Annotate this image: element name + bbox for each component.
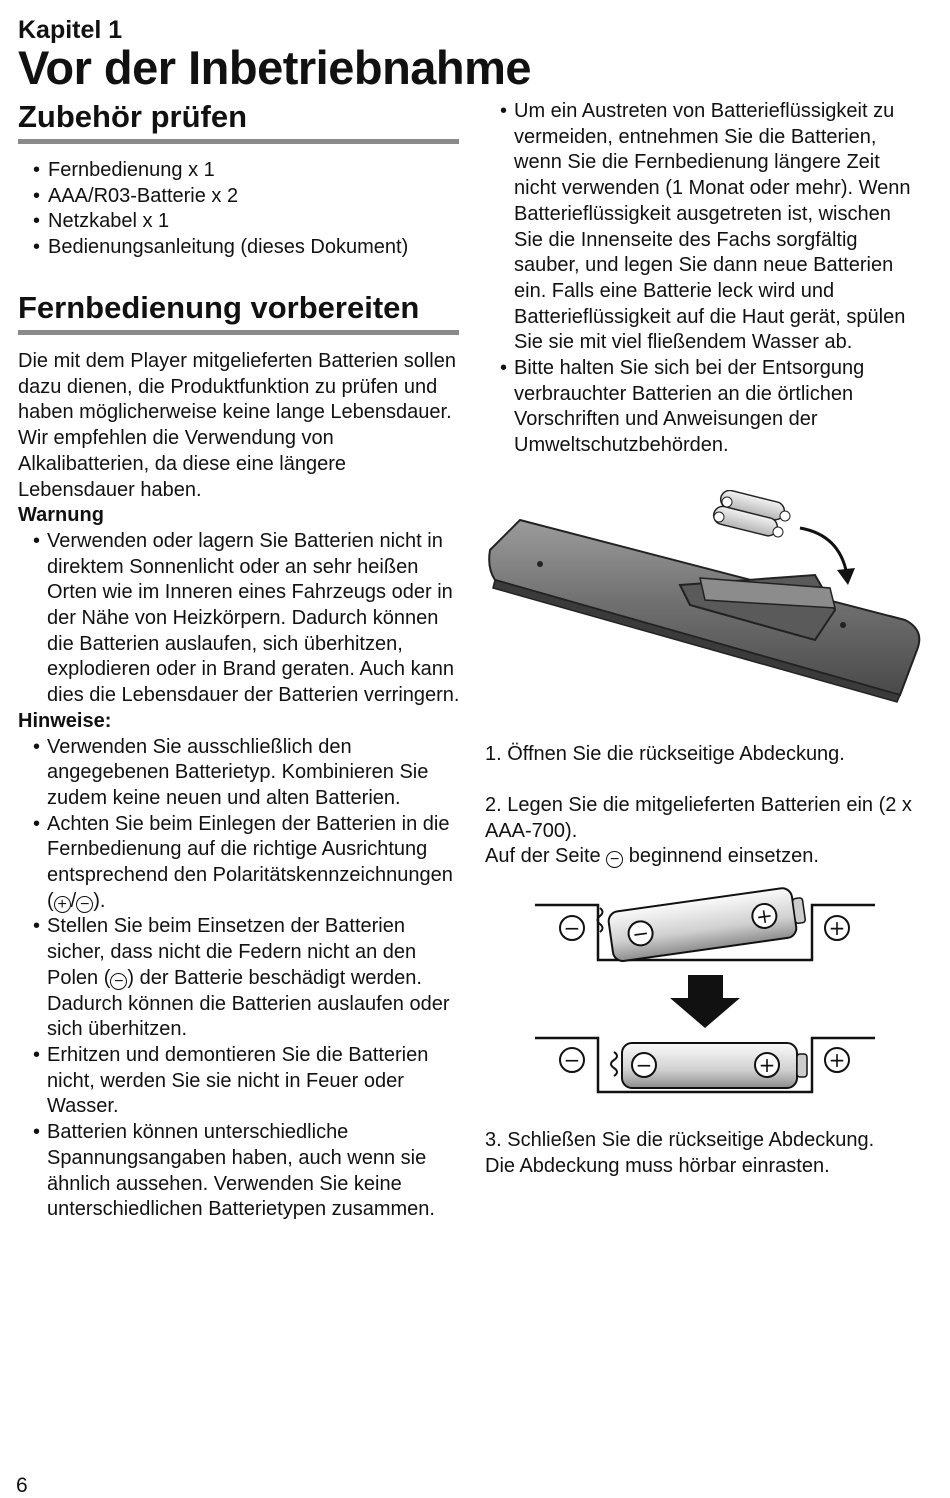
list-item: • Bitte halten Sie sich bei der Entsorgung verbrauchter Batterien an die örtlichen Vorschriften und Anweisungen der Umweltschutzbehörden. (500, 357, 865, 457)
list-item: • Stellen Sie beim Einsetzen der Batterien sicher, dass nicht die Federn nicht an den Polen ( − ) der Batterie beschädigt werden. Dadurch können die Batterien auslaufen oder sich überhitzen. (33, 915, 450, 1041)
step-3: 3. Schließen Sie die rückseitige Abdeckung. Die Abdeckung muss hörbar einrasten. (485, 1129, 875, 1177)
down-arrow-icon (670, 975, 740, 1028)
plus-icon: + (54, 896, 71, 913)
list-item: • Erhitzen und demontieren Sie die Batterien nicht, werden Sie sie nicht in Feuer oder Wasser. (33, 1043, 429, 1118)
list-item: • Verwenden oder lagern Sie Batterien nicht in direktem Sonnenlicht oder an sehr heißen Orten wie im Inneren eines Fahrzeugs oder in der Nähe von Heizkörpern. Dadurch können die Batterien auslaufen, sich überhitzen, explodieren oder in Brand geraten. Auch kann dies die Lebensdauer der Batterien verringern. (33, 529, 460, 707)
svg-text:−: − (563, 916, 581, 940)
list-item: • AAA/R03-Batterie x 2 (33, 184, 239, 207)
minus-icon: − (76, 896, 93, 913)
chapter-label: Kapitel 1 (18, 16, 123, 44)
list-item: • Fernbedienung x 1 (33, 159, 215, 181)
notes-label: Hinweise: (18, 709, 112, 732)
svg-text:+: + (754, 902, 775, 930)
minus-icon: − (606, 851, 623, 868)
compartment-top (535, 886, 875, 963)
remote-heading: Fernbedienung vorbereiten (18, 290, 420, 325)
remote-rule (18, 330, 459, 335)
svg-text:−: − (630, 920, 651, 947)
list-item: • Um ein Austreten von Batterieflüssigkeit zu vermeiden, entnehmen Sie die Batterien, wenn Sie die Fernbedienung längere Zeit nicht verwenden (1 Monat oder mehr). Wenn Batterieflüssigkeit ausgetreten ist, wischen Sie die Innenseite des Fachs sorgfältig sauber, und legen Sie dann neue Batterien ein. Falls eine Batterie leck wird und Batterieflüssigkeit auf die Haut gerät, spülen Sie sie mit viel fließendem Wasser ab. (500, 100, 911, 354)
minus-icon: − (110, 973, 127, 990)
remote-body (18, 349, 462, 1223)
list-item: • Netzkabel x 1 (33, 210, 170, 233)
compartment-bottom (535, 1038, 875, 1092)
step-2: 2. Legen Sie die mitgelieferten Batterien ein (2 x AAA-700). Auf der Seite − beginnend einsetzen. (485, 794, 912, 869)
page-number: 6 (16, 1474, 28, 1497)
list-item: • Verwenden Sie ausschließlich den angegebenen Batterietyp. Kombinieren Sie zudem keine neuen und alten Batterien. (33, 735, 429, 809)
list-item: • Bedienungsanleitung (dieses Dokument) (33, 236, 409, 259)
battery-insertion-diagram (530, 880, 885, 1100)
batteries-icon (712, 490, 790, 538)
svg-text:+: + (828, 916, 846, 940)
accessories-list (33, 158, 453, 261)
remote-battery-illustration (485, 490, 930, 710)
list-item: • Achten Sie beim Einlegen der Batterien in die Fernbedienung auf die richtige Ausrichtung entsprechend den Polaritätskennzeichnungen ( + / − ). (33, 812, 453, 913)
arrow-icon (800, 528, 847, 575)
right-notes (500, 99, 925, 459)
list-item: • Batterien können unterschiedliche Spannungsangaben haben, auch wenn sie ähnlich aussehen. Verwenden Sie keine unterschiedlichen Batterietypen zusammen. (33, 1121, 435, 1221)
svg-text:−: − (563, 1048, 581, 1072)
svg-text:−: − (635, 1053, 653, 1077)
page-title: Vor der Inbetriebnahme (18, 41, 532, 94)
intro-paragraph: Die mit dem Player mitgelieferten Batterien sollen dazu dienen, die Produktfunktion zu prüfen und haben möglicherweise keine lange Lebensdauer. Wir empfehlen die Verwendung von Alkalibatterien, da diese eine längere Lebensdauer haben. (18, 350, 456, 501)
svg-text:+: + (758, 1053, 776, 1077)
svg-text:+: + (828, 1048, 846, 1072)
accessories-rule (18, 139, 459, 144)
warning-label: Warnung (18, 504, 104, 527)
accessories-heading: Zubehör prüfen (18, 99, 248, 134)
step-1: 1. Öffnen Sie die rückseitige Abdeckung. (485, 743, 845, 765)
